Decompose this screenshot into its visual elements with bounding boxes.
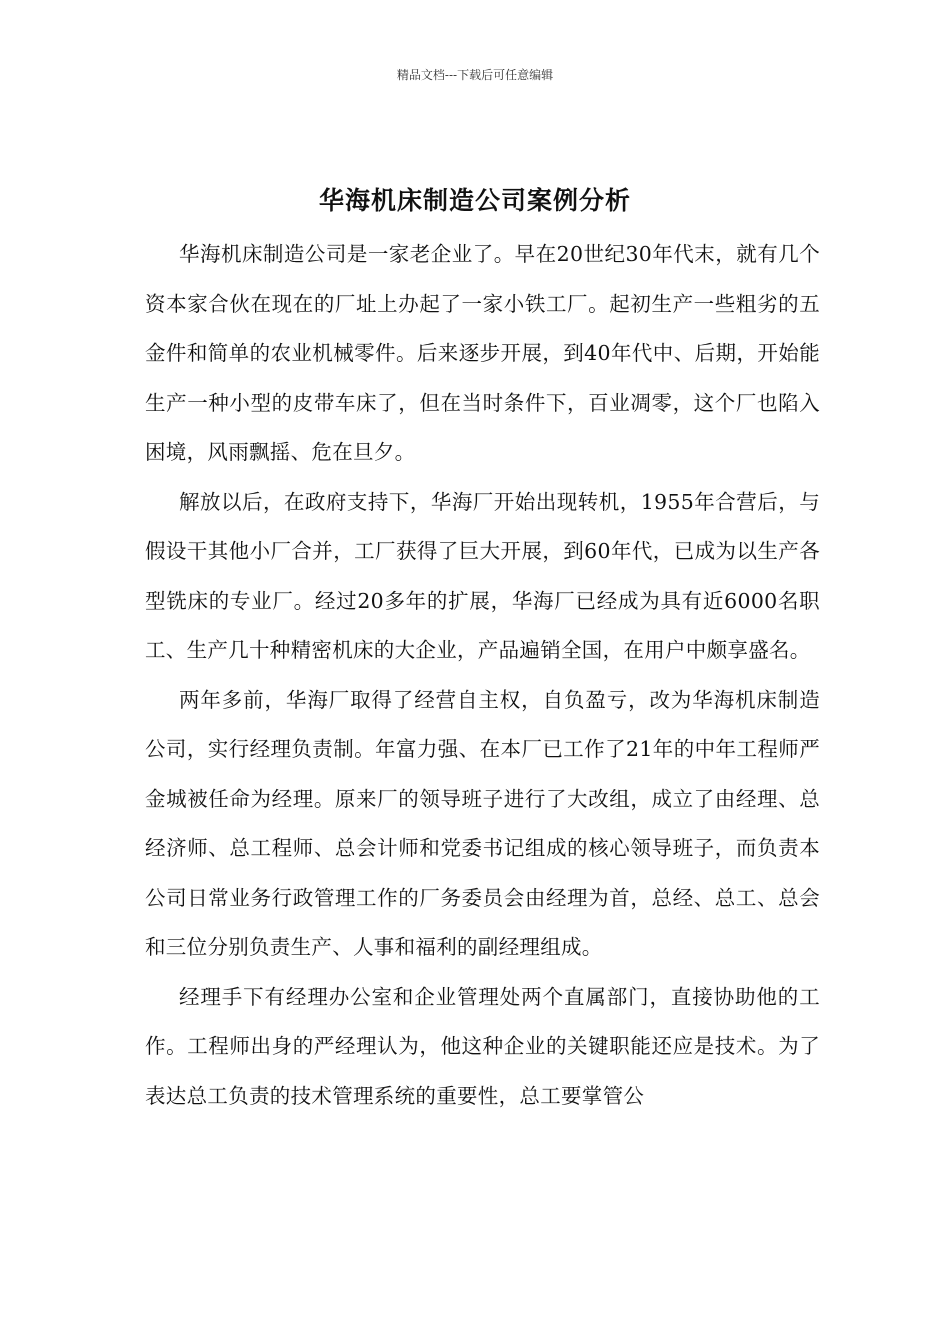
paragraph-1: 华海机床制造公司是一家老企业了。早在20世纪30年代末，就有几个资本家合伙在现在的厂址上办起了一家小铁工厂。起初生产一些粗劣的五金件和简单的农业机械零件。后来逐步开展，到40年代中、后期，开始能生产一种小型的皮带车床了，但在当时条件下，百业凋零，这个厂也陷入困境，风雨飘摇、危在旦夕。 xyxy=(145,242,820,464)
document-body xyxy=(145,230,820,1121)
paragraph-4: 经理手下有经理办公室和企业管理处两个直属部门，直接协助他的工作。工程师出身的严经理认为，他这种企业的关键职能还应是技术。为了表达总工负责的技术管理系统的重要性，总工要掌管公 xyxy=(145,984,820,1108)
document-title: 华海机床制造公司案例分析 xyxy=(318,186,631,215)
page-header: 精品文档---下载后可任意编辑 xyxy=(396,68,554,82)
paragraph-2: 解放以后，在政府支持下，华海厂开始出现转机，1955年合营后，与假设干其他小厂合并，工厂获得了巨大开展，到60年代，已成为以生产各型铣床的专业厂。经过20多年的扩展，华海厂已经成为具有近6000名职工、生产几十种精密机床的大企业，产品遍销全国，在用户中颇享盛名。 xyxy=(145,489,820,662)
paragraph-3: 两年多前，华海厂取得了经营自主权，自负盈亏，改为华海机床制造公司，实行经理负责制。年富力强、在本厂已工作了21年的中年工程师严金城被任命为经理。原来厂的领导班子进行了大改组，成立了由经理、总经济师、总工程师、总会计师和党委书记组成的核心领导班子，而负责本公司日常业务行政管理工作的厂务委员会由经理为首，总经、总工、总会和三位分别负责生产、人事和福利的副经理组成。 xyxy=(145,687,820,959)
